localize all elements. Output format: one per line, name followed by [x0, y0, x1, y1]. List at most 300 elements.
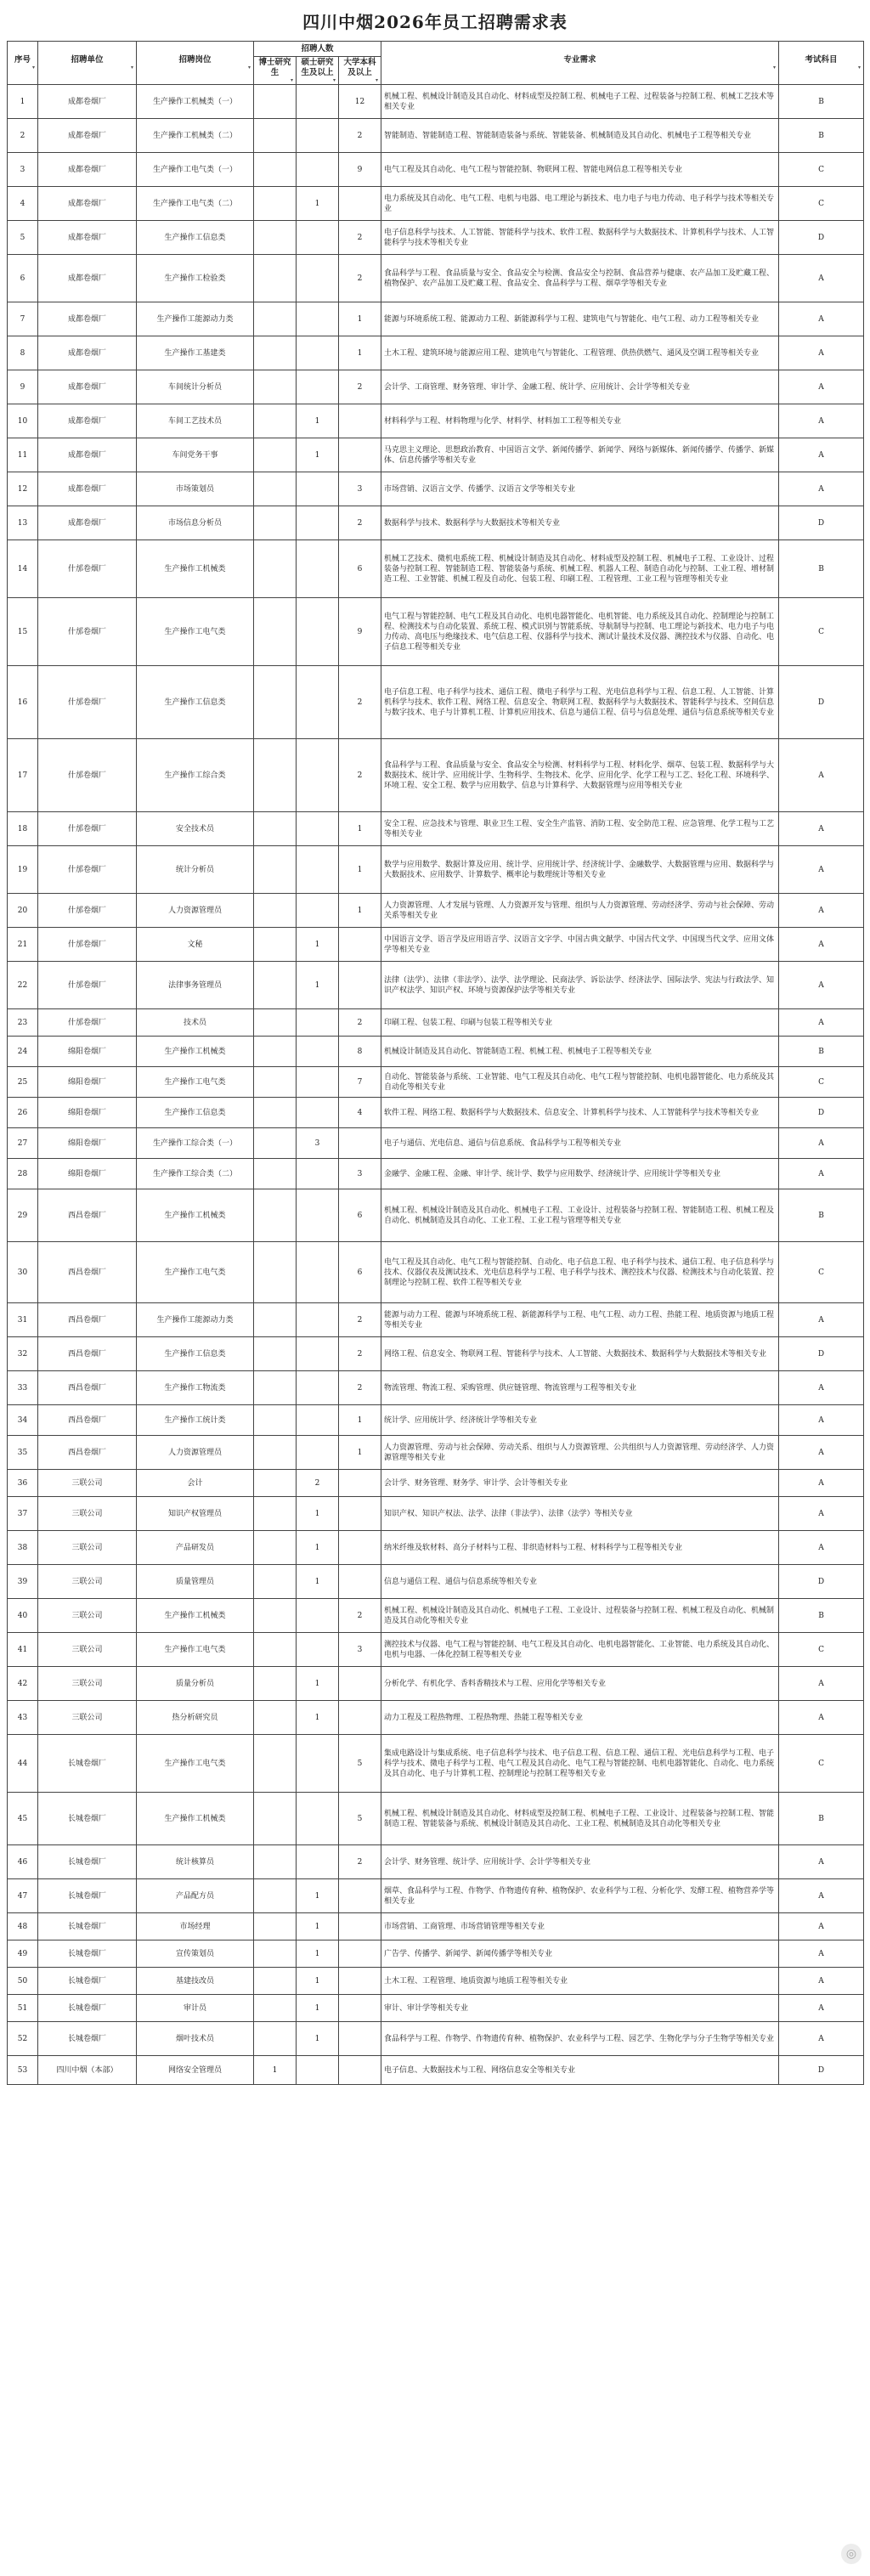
row-unit: 三联公司: [38, 1633, 137, 1667]
row-master-count: [297, 1436, 339, 1470]
table-row: [8, 1940, 864, 1968]
row-major: 集成电路设计与集成系统、电子信息科学与技术、电子信息工程、信息工程、通信工程、光电信息科学与工程、电子科学与技术、微电子科学与工程、电气工程及其自动化、电气工程与智能控制、电机电器智能化、自动化、电力系统及其自动化、电子与计算机工程、控制理论与控制工程等相关专业: [381, 1735, 779, 1793]
row-master-count: [297, 1159, 339, 1189]
row-major: 智能制造、智能制造工程、智能制造装备与系统、智能装备、机械制造及其自动化、机械电子工程等相关专业: [381, 119, 779, 153]
row-major: 自动化、智能装备与系统、工业智能、电气工程及其自动化、电气工程与智能控制、电机电器智能化、电力系统及其自动化等相关专业: [381, 1067, 779, 1098]
row-position: 车间工艺技术员: [137, 404, 254, 438]
row-master-count: [297, 221, 339, 255]
table-row: [8, 1371, 864, 1405]
row-phd-count: [254, 302, 297, 336]
row-master-count: 3: [297, 1128, 339, 1159]
row-major: 纳米纤维及软材料、高分子材料与工程、非织造材料与工程、材料科学与工程等相关专业: [381, 1531, 779, 1565]
row-bachelor-count: 7: [339, 1067, 381, 1098]
row-master-count: [297, 119, 339, 153]
row-bachelor-count: 8: [339, 1037, 381, 1067]
table-row: [8, 1436, 864, 1470]
row-exam: A: [779, 1470, 864, 1497]
row-position: 生产操作工信息类: [137, 1098, 254, 1128]
row-phd-count: [254, 1735, 297, 1793]
row-seq: 25: [8, 1067, 38, 1098]
row-master-count: 1: [297, 1497, 339, 1531]
row-major: 机械工程、机械设计制造及其自动化、机械电子工程、工业设计、过程装备与控制工程、机械工程及自动化、机械制造及其自动化等相关专业: [381, 1599, 779, 1633]
watermark-logo-icon: ◎: [841, 2544, 862, 2564]
row-master-count: 1: [297, 438, 339, 472]
row-unit: 三联公司: [38, 1497, 137, 1531]
row-position: 安全技术员: [137, 812, 254, 846]
row-major: 审计、审计学等相关专业: [381, 1995, 779, 2022]
row-seq: 15: [8, 598, 38, 666]
row-phd-count: [254, 1037, 297, 1067]
row-master-count: [297, 1633, 339, 1667]
table-row: [8, 506, 864, 540]
row-major: 机械工艺技术、微机电系统工程、机械设计制造及其自动化、材料成型及控制工程、机械电子工程、工业设计、过程装备与控制工程、智能制造工程、智能装备与系统、机械工程、机器人工程、制造自动化与控制、工业工程、增材制造工程、工业智能、机械工程及自动化、包装工程、印刷工程、工程管理、工业工程与管理等相关专业: [381, 540, 779, 598]
row-major: 网络工程、信息安全、物联网工程、智能科学与技术、人工智能、大数据技术、数据科学与大数据技术等相关专业: [381, 1337, 779, 1371]
table-row: [8, 1470, 864, 1497]
table-row: [8, 1968, 864, 1995]
row-exam: A: [779, 1497, 864, 1531]
row-phd-count: [254, 1405, 297, 1436]
row-master-count: [297, 1189, 339, 1242]
row-master-count: 1: [297, 1995, 339, 2022]
filter-dropdown-icon[interactable]: ▾: [247, 65, 251, 71]
row-position: 生产操作工电气类（二）: [137, 187, 254, 221]
row-phd-count: [254, 1531, 297, 1565]
row-position: 生产操作工电气类: [137, 598, 254, 666]
table-row: [8, 255, 864, 302]
row-seq: 29: [8, 1189, 38, 1242]
filter-dropdown-icon[interactable]: ▾: [773, 65, 777, 71]
row-bachelor-count: [339, 1470, 381, 1497]
row-unit: 绵阳卷烟厂: [38, 1037, 137, 1067]
row-bachelor-count: 1: [339, 1436, 381, 1470]
filter-dropdown-icon[interactable]: ▾: [376, 77, 379, 83]
row-position: 宣传策划员: [137, 1940, 254, 1968]
row-bachelor-count: [339, 1128, 381, 1159]
row-phd-count: [254, 1303, 297, 1337]
row-unit: 成都卷烟厂: [38, 153, 137, 187]
row-phd-count: [254, 846, 297, 894]
row-major: 测控技术与仪器、电气工程与智能控制、电气工程及其自动化、电机电器智能化、工业智能、电力系统及其自动化、电机与电器、一体化控制工程等相关专业: [381, 1633, 779, 1667]
row-exam: A: [779, 894, 864, 928]
row-exam: C: [779, 1633, 864, 1667]
row-master-count: 1: [297, 928, 339, 962]
row-exam: A: [779, 1940, 864, 1968]
row-seq: 10: [8, 404, 38, 438]
row-seq: 6: [8, 255, 38, 302]
row-phd-count: [254, 666, 297, 739]
row-major: 材料科学与工程、材料物理与化学、材料学、材料加工工程等相关专业: [381, 404, 779, 438]
table-row: [8, 962, 864, 1009]
row-exam: B: [779, 1189, 864, 1242]
row-exam: D: [779, 221, 864, 255]
row-bachelor-count: 2: [339, 506, 381, 540]
row-major: 马克思主义理论、思想政治教育、中国语言文学、新闻传播学、新闻学、网络与新媒体、新闻传播学、传播学、新媒体、信息传播学等相关专业: [381, 438, 779, 472]
row-position: 生产操作工综合类: [137, 739, 254, 812]
row-position: 生产操作工机械类: [137, 540, 254, 598]
row-seq: 28: [8, 1159, 38, 1189]
table-row: [8, 1159, 864, 1189]
row-position: 技术员: [137, 1009, 254, 1037]
row-major: 人力资源管理、劳动与社会保障、劳动关系、组织与人力资源管理、公共组织与人力资源管理、劳动经济学、人力资源管理等相关专业: [381, 1436, 779, 1470]
table-row: [8, 119, 864, 153]
row-unit: 三联公司: [38, 1667, 137, 1701]
row-major: 安全工程、应急技术与管理、职业卫生工程、安全生产监管、消防工程、安全防范工程、应急管理、化学工程与工艺等相关专业: [381, 812, 779, 846]
row-bachelor-count: 2: [339, 221, 381, 255]
row-position: 质量管理员: [137, 1565, 254, 1599]
row-exam: A: [779, 1701, 864, 1735]
row-seq: 53: [8, 2056, 38, 2085]
row-phd-count: [254, 812, 297, 846]
row-phd-count: [254, 1067, 297, 1098]
row-seq: 44: [8, 1735, 38, 1793]
row-phd-count: [254, 438, 297, 472]
row-bachelor-count: 2: [339, 1371, 381, 1405]
row-position: 市场经理: [137, 1913, 254, 1940]
row-unit: 长城卷烟厂: [38, 1940, 137, 1968]
filter-dropdown-icon[interactable]: ▾: [332, 77, 336, 83]
row-phd-count: [254, 1940, 297, 1968]
row-position: 生产操作工电气类（一）: [137, 153, 254, 187]
row-major: 食品科学与工程、作物学、作物遗传育种、植物保护、农业科学与工程、园艺学、生物化学与分子生物学等相关专业: [381, 2022, 779, 2056]
row-unit: 成都卷烟厂: [38, 404, 137, 438]
row-position: 会计: [137, 1470, 254, 1497]
row-bachelor-count: [339, 438, 381, 472]
row-position: 热分析研究员: [137, 1701, 254, 1735]
row-bachelor-count: [339, 1968, 381, 1995]
row-position: 市场信息分析员: [137, 506, 254, 540]
row-seq: 23: [8, 1009, 38, 1037]
row-seq: 37: [8, 1497, 38, 1531]
row-master-count: 2: [297, 1470, 339, 1497]
row-unit: 绵阳卷烟厂: [38, 1098, 137, 1128]
row-position: 车间统计分析员: [137, 370, 254, 404]
row-seq: 13: [8, 506, 38, 540]
row-major: 能源与环境系统工程、能源动力工程、新能源科学与工程、建筑电气与智能化、电气工程、动力工程等相关专业: [381, 302, 779, 336]
row-bachelor-count: [339, 1667, 381, 1701]
row-exam: A: [779, 1845, 864, 1879]
row-phd-count: [254, 540, 297, 598]
row-unit: 绵阳卷烟厂: [38, 1067, 137, 1098]
table-row: [8, 302, 864, 336]
row-phd-count: [254, 598, 297, 666]
row-seq: 39: [8, 1565, 38, 1599]
table-row: [8, 404, 864, 438]
row-unit: 长城卷烟厂: [38, 2022, 137, 2056]
row-seq: 43: [8, 1701, 38, 1735]
table-row: [8, 928, 864, 962]
table-header: [8, 42, 864, 85]
row-seq: 8: [8, 336, 38, 370]
row-seq: 36: [8, 1470, 38, 1497]
row-bachelor-count: 9: [339, 598, 381, 666]
row-master-count: [297, 1037, 339, 1067]
row-phd-count: [254, 221, 297, 255]
row-unit: 长城卷烟厂: [38, 1968, 137, 1995]
row-unit: 西昌卷烟厂: [38, 1371, 137, 1405]
filter-dropdown-icon[interactable]: ▾: [858, 65, 862, 71]
filter-dropdown-icon[interactable]: ▾: [31, 65, 35, 71]
row-unit: 成都卷烟厂: [38, 85, 137, 119]
row-bachelor-count: [339, 1531, 381, 1565]
row-bachelor-count: 5: [339, 1793, 381, 1845]
row-exam: A: [779, 404, 864, 438]
row-position: 文秘: [137, 928, 254, 962]
row-bachelor-count: [339, 404, 381, 438]
row-bachelor-count: 12: [339, 85, 381, 119]
row-unit: 绵阳卷烟厂: [38, 1128, 137, 1159]
row-phd-count: [254, 1879, 297, 1913]
row-master-count: [297, 255, 339, 302]
row-exam: A: [779, 812, 864, 846]
row-master-count: [297, 302, 339, 336]
row-phd-count: [254, 1098, 297, 1128]
row-major: 广告学、传播学、新闻学、新闻传播学等相关专业: [381, 1940, 779, 1968]
row-master-count: [297, 370, 339, 404]
row-major: 市场营销、汉语言文学、传播学、汉语言文学等相关专业: [381, 472, 779, 506]
row-exam: A: [779, 1913, 864, 1940]
row-bachelor-count: 1: [339, 336, 381, 370]
row-unit: 成都卷烟厂: [38, 506, 137, 540]
row-unit: 长城卷烟厂: [38, 1995, 137, 2022]
row-position: 网络安全管理员: [137, 2056, 254, 2085]
row-bachelor-count: 2: [339, 666, 381, 739]
row-phd-count: [254, 1793, 297, 1845]
row-unit: 长城卷烟厂: [38, 1879, 137, 1913]
row-seq: 48: [8, 1913, 38, 1940]
row-phd-count: [254, 1436, 297, 1470]
row-bachelor-count: 2: [339, 1599, 381, 1633]
row-seq: 42: [8, 1667, 38, 1701]
row-position: 市场策划员: [137, 472, 254, 506]
row-major: 软件工程、网络工程、数据科学与大数据技术、信息安全、计算机科学与技术、人工智能科学与技术等相关专业: [381, 1098, 779, 1128]
table-row: [8, 540, 864, 598]
row-phd-count: [254, 370, 297, 404]
row-seq: 27: [8, 1128, 38, 1159]
row-exam: A: [779, 302, 864, 336]
row-major: 土木工程、工程管理、地质资源与地质工程等相关专业: [381, 1968, 779, 1995]
header-bachelor: 大学本科及以上 ▾: [339, 57, 381, 85]
row-position: 基建技改员: [137, 1968, 254, 1995]
row-unit: 西昌卷烟厂: [38, 1337, 137, 1371]
row-bachelor-count: 1: [339, 302, 381, 336]
row-seq: 19: [8, 846, 38, 894]
row-bachelor-count: [339, 1497, 381, 1531]
row-phd-count: [254, 928, 297, 962]
row-exam: A: [779, 1371, 864, 1405]
filter-dropdown-icon[interactable]: ▾: [130, 65, 133, 71]
row-phd-count: [254, 472, 297, 506]
row-phd-count: [254, 336, 297, 370]
table-row: [8, 2022, 864, 2056]
row-phd-count: [254, 1701, 297, 1735]
row-exam: B: [779, 1037, 864, 1067]
table-row: [8, 812, 864, 846]
row-exam: A: [779, 1879, 864, 1913]
row-master-count: [297, 739, 339, 812]
row-exam: A: [779, 1009, 864, 1037]
row-seq: 46: [8, 1845, 38, 1879]
row-seq: 35: [8, 1436, 38, 1470]
row-unit: 三联公司: [38, 1599, 137, 1633]
row-master-count: 1: [297, 1565, 339, 1599]
row-phd-count: [254, 187, 297, 221]
row-phd-count: [254, 153, 297, 187]
row-exam: B: [779, 1599, 864, 1633]
row-master-count: [297, 1405, 339, 1436]
table-row: [8, 1037, 864, 1067]
row-master-count: [297, 1337, 339, 1371]
row-exam: C: [779, 187, 864, 221]
row-position: 生产操作工机械类（一）: [137, 85, 254, 119]
row-major: 机械工程、机械设计制造及其自动化、材料成型及控制工程、机械电子工程、过程装备与控制工程、机械工艺技术等相关专业: [381, 85, 779, 119]
row-exam: A: [779, 1436, 864, 1470]
row-master-count: [297, 1098, 339, 1128]
row-seq: 20: [8, 894, 38, 928]
table-row: [8, 1497, 864, 1531]
table-row: [8, 1303, 864, 1337]
row-phd-count: [254, 962, 297, 1009]
row-exam: D: [779, 666, 864, 739]
header-master: 硕士研究生及以上 ▾: [297, 57, 339, 85]
row-bachelor-count: 1: [339, 1405, 381, 1436]
row-phd-count: [254, 1497, 297, 1531]
row-major: 烟草、食品科学与工程、作物学、作物遗传育种、植物保护、农业科学与工程、分析化学、发酵工程、植物营养学等相关专业: [381, 1879, 779, 1913]
table-row: [8, 1879, 864, 1913]
row-seq: 51: [8, 1995, 38, 2022]
row-unit: 成都卷烟厂: [38, 302, 137, 336]
row-exam: B: [779, 119, 864, 153]
row-position: 生产操作工机械类: [137, 1037, 254, 1067]
table-row: [8, 1913, 864, 1940]
table-row: [8, 2056, 864, 2085]
row-unit: 什邡卷烟厂: [38, 928, 137, 962]
row-position: 生产操作工电气类: [137, 1633, 254, 1667]
row-unit: 长城卷烟厂: [38, 1735, 137, 1793]
row-unit: 三联公司: [38, 1701, 137, 1735]
row-seq: 38: [8, 1531, 38, 1565]
table-row: [8, 739, 864, 812]
row-position: 烟叶技术员: [137, 2022, 254, 2056]
row-major: 食品科学与工程、食品质量与安全、食品安全与检测、材料科学与工程、材料化学、烟草、包装工程、数据科学与大数据技术、统计学、应用统计学、生物科学、生物技术、化学、应用化学、化学工程与工艺、轻化工程、环境科学、环境工程、安全工程、数学与应用数学、信息与计算科学、大数据管理与应用等相关专业: [381, 739, 779, 812]
row-major: 金融学、金融工程、金融、审计学、统计学、数学与应用数学、经济统计学、应用统计学等相关专业: [381, 1159, 779, 1189]
row-exam: D: [779, 2056, 864, 2085]
row-master-count: [297, 1009, 339, 1037]
table-row: [8, 472, 864, 506]
table-row: [8, 1701, 864, 1735]
row-exam: D: [779, 1565, 864, 1599]
row-master-count: [297, 1242, 339, 1303]
row-bachelor-count: [339, 928, 381, 962]
row-unit: 成都卷烟厂: [38, 472, 137, 506]
row-position: 人力资源管理员: [137, 1436, 254, 1470]
row-bachelor-count: [339, 1913, 381, 1940]
filter-dropdown-icon[interactable]: ▾: [290, 77, 293, 83]
table-body: [8, 85, 864, 2085]
row-position: 生产操作工能源动力类: [137, 1303, 254, 1337]
row-exam: D: [779, 506, 864, 540]
row-exam: A: [779, 1531, 864, 1565]
row-master-count: [297, 472, 339, 506]
row-exam: A: [779, 336, 864, 370]
row-major: 动力工程及工程热物理、工程热物理、热能工程等相关专业: [381, 1701, 779, 1735]
row-position: 生产操作工电气类: [137, 1067, 254, 1098]
row-major: 土木工程、建筑环境与能源应用工程、建筑电气与智能化、工程管理、供热供燃气、通风及空调工程等相关专业: [381, 336, 779, 370]
row-bachelor-count: [339, 2022, 381, 2056]
row-major: 物流管理、物流工程、采购管理、供应链管理、物流管理与工程等相关专业: [381, 1371, 779, 1405]
row-unit: 西昌卷烟厂: [38, 1242, 137, 1303]
row-position: 知识产权管理员: [137, 1497, 254, 1531]
table-row: [8, 336, 864, 370]
row-master-count: [297, 336, 339, 370]
row-major: 中国语言文学、语言学及应用语言学、汉语言文字学、中国古典文献学、中国古代文学、中国现当代文学、应用文体学等相关专业: [381, 928, 779, 962]
row-seq: 1: [8, 85, 38, 119]
row-phd-count: [254, 85, 297, 119]
row-exam: D: [779, 1098, 864, 1128]
row-major: 法律（法学）、法律（非法学）、法学、法学理论、民商法学、诉讼法学、经济法学、国际法学、宪法与行政法学、知识产权法学、知识产权、环境与资源保护法学等相关专业: [381, 962, 779, 1009]
row-exam: C: [779, 1242, 864, 1303]
row-master-count: 1: [297, 187, 339, 221]
table-row: [8, 894, 864, 928]
row-bachelor-count: 3: [339, 1159, 381, 1189]
row-unit: 什邡卷烟厂: [38, 894, 137, 928]
row-bachelor-count: 1: [339, 894, 381, 928]
row-master-count: [297, 1371, 339, 1405]
row-seq: 7: [8, 302, 38, 336]
row-major: 数学与应用数学、数据计算及应用、统计学、应用统计学、经济统计学、金融数学、大数据管理与应用、数据科学与大数据技术、应用数学、计算数学、概率论与数理统计等相关专业: [381, 846, 779, 894]
row-position: 生产操作工电气类: [137, 1735, 254, 1793]
row-major: 食品科学与工程、食品质量与安全、食品安全与检测、食品安全与控制、食品营养与健康、农产品加工及贮藏工程、植物保护、农产品加工及贮藏工程、食品安全、食品科学与工程、烟草学等相关专业: [381, 255, 779, 302]
row-master-count: [297, 1599, 339, 1633]
row-phd-count: [254, 1913, 297, 1940]
row-position: 生产操作工信息类: [137, 221, 254, 255]
row-major: 电气工程与智能控制、电气工程及其自动化、电机电器智能化、电机智能、电力系统及其自动化、控制理论与控制工程、检测技术与自动化装置、系统工程、模式识别与智能系统、导航制导与控制、电工理论与新技术、电力电子与电力传动、高电压与绝缘技术、电气信息工程、仪器科学与技术、测试计量技术及仪器、测控技术与仪器、自动化、电子信息工程等相关专业: [381, 598, 779, 666]
row-master-count: [297, 1067, 339, 1098]
row-unit: 什邡卷烟厂: [38, 540, 137, 598]
table-row: [8, 1845, 864, 1879]
row-major: 会计学、财务管理、统计学、应用统计学、会计学等相关专业: [381, 1845, 779, 1879]
row-exam: C: [779, 153, 864, 187]
row-seq: 40: [8, 1599, 38, 1633]
header-position: 招聘岗位 ▾: [137, 42, 254, 85]
row-phd-count: [254, 2022, 297, 2056]
row-seq: 17: [8, 739, 38, 812]
row-position: 统计分析员: [137, 846, 254, 894]
row-unit: 成都卷烟厂: [38, 370, 137, 404]
row-exam: A: [779, 1303, 864, 1337]
row-bachelor-count: 1: [339, 812, 381, 846]
row-major: 印刷工程、包装工程、印刷与包装工程等相关专业: [381, 1009, 779, 1037]
row-unit: 三联公司: [38, 1470, 137, 1497]
row-position: 质量分析员: [137, 1667, 254, 1701]
row-master-count: 1: [297, 2022, 339, 2056]
row-position: 产品研发员: [137, 1531, 254, 1565]
row-position: 生产操作工综合类（一）: [137, 1128, 254, 1159]
row-unit: 成都卷烟厂: [38, 187, 137, 221]
row-exam: D: [779, 1337, 864, 1371]
row-exam: A: [779, 1405, 864, 1436]
row-position: 产品配方员: [137, 1879, 254, 1913]
table-row: [8, 1337, 864, 1371]
row-seq: 31: [8, 1303, 38, 1337]
row-phd-count: [254, 1009, 297, 1037]
row-seq: 47: [8, 1879, 38, 1913]
row-unit: 成都卷烟厂: [38, 255, 137, 302]
row-master-count: 1: [297, 1968, 339, 1995]
row-position: 生产操作工能源动力类: [137, 302, 254, 336]
row-unit: 成都卷烟厂: [38, 221, 137, 255]
row-unit: 西昌卷烟厂: [38, 1405, 137, 1436]
table-row: [8, 1067, 864, 1098]
